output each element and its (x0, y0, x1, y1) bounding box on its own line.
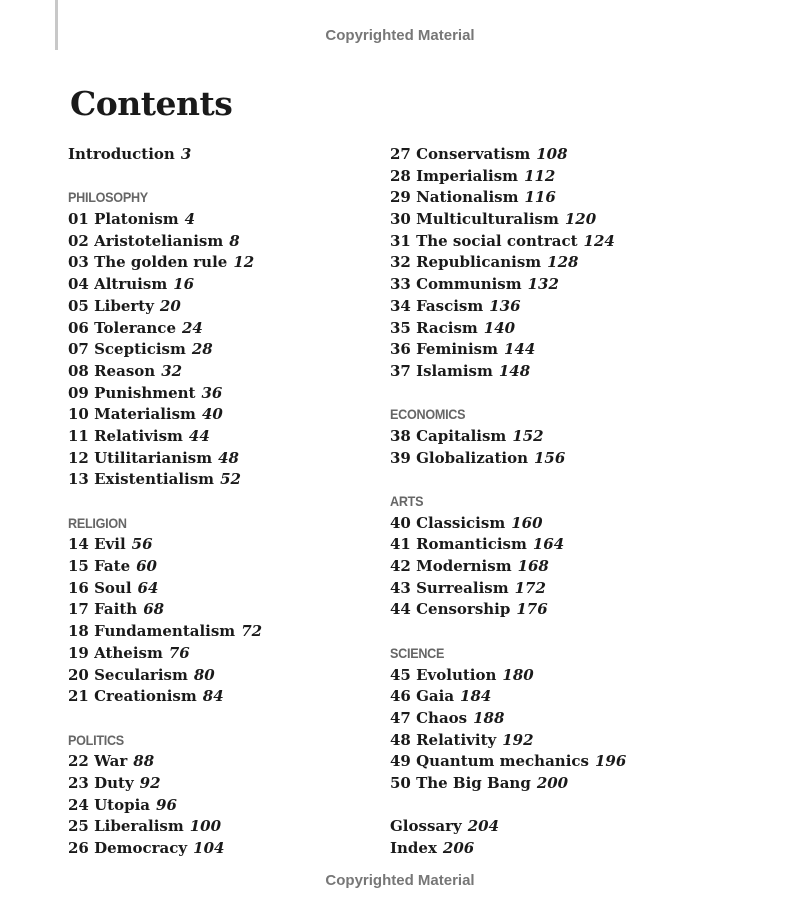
entry-page: 4 (184, 210, 196, 229)
entry-label: 01 Platonism (68, 210, 179, 229)
toc-entry[interactable] (390, 274, 710, 296)
entry-label: Introduction (68, 145, 175, 163)
entry-page: 8 (229, 231, 240, 250)
entry-label: 48 Relativity (390, 730, 497, 749)
entry-label: Index (390, 839, 437, 857)
entry-label: 08 Reason (68, 361, 156, 380)
toc-entry[interactable] (68, 274, 388, 296)
entry-label: 18 Fundamentalism (68, 622, 236, 641)
toc-entry[interactable] (68, 665, 388, 687)
toc-entry[interactable] (390, 318, 710, 340)
toc-entry[interactable] (68, 426, 388, 448)
entry-page: 140 (483, 318, 516, 337)
entry-page: 196 (594, 752, 627, 771)
entry-label: 06 Tolerance (68, 318, 176, 337)
entry-page: 16 (173, 275, 195, 294)
entry-page: 96 (156, 795, 177, 814)
toc-entry[interactable] (68, 252, 388, 274)
section-title-philosophy: PHILOSOPHY (68, 189, 148, 206)
toc-entry[interactable] (68, 795, 388, 817)
entry-label: 39 Globalization (390, 448, 528, 467)
contents-column-left (68, 144, 388, 860)
entry-page: 160 (511, 513, 543, 532)
toc-entry[interactable] (390, 361, 710, 383)
entry-page: 3 (180, 145, 192, 163)
entry-page: 84 (202, 687, 224, 706)
entry-label: 29 Nationalism (390, 188, 519, 207)
toc-entry[interactable] (68, 448, 388, 470)
entry-label: 26 Democracy (68, 839, 188, 857)
entry-label: 46 Gaia (390, 687, 455, 706)
entry-page: 200 (536, 773, 569, 792)
entry-page: 184 (460, 687, 492, 706)
entry-page: 120 (564, 210, 597, 229)
entry-page: 44 (188, 426, 210, 445)
entry-page: 68 (143, 600, 165, 619)
toc-entry[interactable] (390, 665, 710, 687)
entry-label: 40 Classicism (390, 513, 506, 532)
toc-entry[interactable] (390, 751, 710, 773)
toc-entry[interactable] (68, 361, 388, 383)
toc-entry[interactable] (68, 599, 388, 621)
toc-entry[interactable] (390, 166, 710, 188)
entry-label: 31 The social contract (390, 231, 578, 250)
entry-page: 152 (512, 426, 544, 445)
entry-page: 144 (503, 340, 536, 359)
toc-entry[interactable] (390, 339, 710, 361)
toc-entry[interactable] (68, 556, 388, 578)
toc-entry[interactable] (68, 578, 388, 600)
entry-label: 32 Republicanism (390, 253, 542, 272)
entry-page: 108 (536, 145, 568, 163)
toc-entry-introduction[interactable] (68, 144, 388, 166)
toc-entry[interactable] (68, 686, 388, 708)
toc-entry[interactable] (390, 599, 710, 621)
entry-page: 172 (514, 578, 546, 597)
entry-page: 76 (168, 643, 190, 662)
entry-label: 47 Chaos (390, 708, 468, 727)
entry-label: 49 Quantum mechanics (390, 752, 589, 771)
toc-entry[interactable] (68, 751, 388, 773)
entry-page: 28 (191, 340, 213, 359)
entry-page: 80 (193, 665, 215, 684)
entry-label: 44 Censorship (390, 600, 511, 619)
entry-page: 12 (233, 253, 255, 272)
entry-page: 56 (131, 535, 153, 554)
entry-label: 07 Scepticism (68, 340, 186, 359)
entry-page: 128 (547, 253, 579, 272)
toc-entry[interactable] (390, 578, 710, 600)
toc-entry[interactable] (390, 730, 710, 752)
entry-label: 38 Capitalism (390, 426, 507, 445)
entry-label: 28 Imperialism (390, 166, 519, 185)
entry-page: 136 (489, 296, 521, 315)
entry-label: 04 Altruism (68, 275, 168, 294)
toc-entry[interactable] (390, 686, 710, 708)
entry-page: 60 (136, 557, 157, 576)
entry-page: 168 (517, 557, 549, 576)
entry-page: 48 (218, 448, 239, 467)
toc-entry[interactable] (390, 252, 710, 274)
toc-entry[interactable] (68, 643, 388, 665)
contents-column-right (390, 144, 710, 860)
entry-label: 11 Relativism (68, 426, 183, 445)
entry-page: 204 (467, 817, 500, 836)
toc-entry[interactable] (390, 231, 710, 253)
section-title-economics: ECONOMICS (390, 406, 466, 423)
entry-label: 22 War (68, 752, 128, 771)
section-title-arts: ARTS (390, 493, 424, 509)
entry-label: 13 Existentialism (68, 470, 215, 489)
entry-label: 09 Punishment (68, 383, 196, 402)
entry-page: 32 (161, 361, 183, 380)
entry-page: 64 (137, 578, 159, 597)
section-title-science: SCIENCE (390, 644, 445, 661)
entry-label: 23 Duty (68, 773, 134, 792)
toc-entry[interactable] (68, 318, 388, 340)
toc-entry[interactable] (68, 621, 388, 643)
entry-label: 50 The Big Bang (390, 773, 531, 792)
entry-label: 41 Romanticism (390, 535, 527, 554)
entry-label: 34 Fascism (390, 296, 484, 315)
toc-entry-index[interactable] (390, 838, 710, 860)
entry-page: 40 (201, 405, 223, 424)
page-title: Contents (70, 84, 233, 123)
entry-label: 20 Secularism (68, 665, 188, 684)
entry-label: 45 Evolution (390, 665, 497, 684)
entry-label: 25 Liberalism (68, 817, 184, 836)
entry-page: 164 (532, 535, 565, 554)
toc-entry[interactable] (390, 296, 710, 318)
entry-label: 17 Faith (68, 600, 138, 619)
entry-page: 104 (193, 839, 225, 857)
entry-page: 92 (139, 773, 161, 792)
toc-entry[interactable] (68, 231, 388, 253)
entry-page: 206 (442, 839, 475, 857)
entry-label: 05 Liberty (68, 296, 154, 315)
entry-label: 43 Surrealism (390, 578, 509, 597)
toc-entry[interactable] (390, 513, 710, 535)
entry-page: 72 (241, 622, 263, 641)
entry-label: 02 Aristotelianism (68, 231, 224, 250)
entry-label: 33 Communism (390, 275, 522, 294)
toc-entry[interactable] (390, 773, 710, 795)
toc-entry[interactable] (390, 144, 710, 166)
entry-label: Glossary (390, 817, 462, 836)
entry-label: 19 Atheism (68, 643, 163, 662)
entry-label: 03 The golden rule (68, 253, 228, 272)
toc-entry[interactable] (68, 816, 388, 838)
entry-page: 24 (182, 318, 203, 337)
entry-label: 30 Multiculturalism (390, 210, 559, 229)
entry-page: 112 (524, 166, 556, 185)
toc-entry[interactable] (68, 209, 388, 231)
entry-label: 10 Materialism (68, 405, 196, 424)
toc-entry[interactable] (68, 534, 388, 556)
entry-page: 100 (189, 817, 222, 836)
copyright-top: Copyrighted Material (325, 27, 475, 44)
entry-page: 176 (516, 600, 548, 619)
section-title-politics: POLITICS (68, 731, 124, 748)
toc-entry[interactable] (390, 448, 710, 470)
toc-entry[interactable] (390, 534, 710, 556)
entry-label: 35 Racism (390, 318, 478, 337)
entry-page: 188 (473, 708, 505, 727)
entry-page: 156 (534, 448, 566, 467)
entry-page: 52 (220, 470, 241, 489)
toc-entry[interactable] (390, 556, 710, 578)
entry-label: 12 Utilitarianism (68, 448, 213, 467)
entry-label: 21 Creationism (68, 687, 197, 706)
entry-label: 14 Evil (68, 535, 126, 554)
entry-page: 116 (524, 188, 556, 207)
toc-entry[interactable] (68, 383, 388, 405)
toc-entry[interactable] (390, 708, 710, 730)
entry-label: 15 Fate (68, 557, 131, 576)
entry-page: 148 (498, 361, 531, 380)
toc-entry[interactable] (390, 187, 710, 209)
toc-entry[interactable] (68, 296, 388, 318)
entry-page: 36 (201, 383, 223, 402)
copyright-bottom: Copyrighted Material (325, 872, 475, 889)
section-title-religion: RELIGION (68, 514, 127, 531)
toc-entry[interactable] (390, 209, 710, 231)
toc-entry[interactable] (68, 339, 388, 361)
entry-label: 24 Utopia (68, 795, 151, 814)
toc-entry[interactable] (68, 404, 388, 426)
toc-entry[interactable] (390, 426, 710, 448)
toc-entry[interactable] (68, 838, 388, 860)
entry-label: 37 Islamism (390, 361, 493, 380)
entry-label: 27 Conservatism (390, 145, 531, 163)
entry-label: 42 Modernism (390, 557, 512, 576)
entry-page: 88 (133, 752, 155, 771)
toc-entry[interactable] (68, 469, 388, 491)
entry-page: 124 (583, 231, 615, 250)
toc-entry-glossary[interactable] (390, 816, 710, 838)
entry-page: 132 (527, 275, 559, 294)
entry-page: 180 (502, 665, 534, 684)
entry-page: 192 (502, 730, 534, 749)
entry-label: 36 Feminism (390, 340, 498, 359)
toc-entry[interactable] (68, 773, 388, 795)
entry-page: 20 (159, 296, 181, 315)
entry-label: 16 Soul (68, 578, 132, 597)
